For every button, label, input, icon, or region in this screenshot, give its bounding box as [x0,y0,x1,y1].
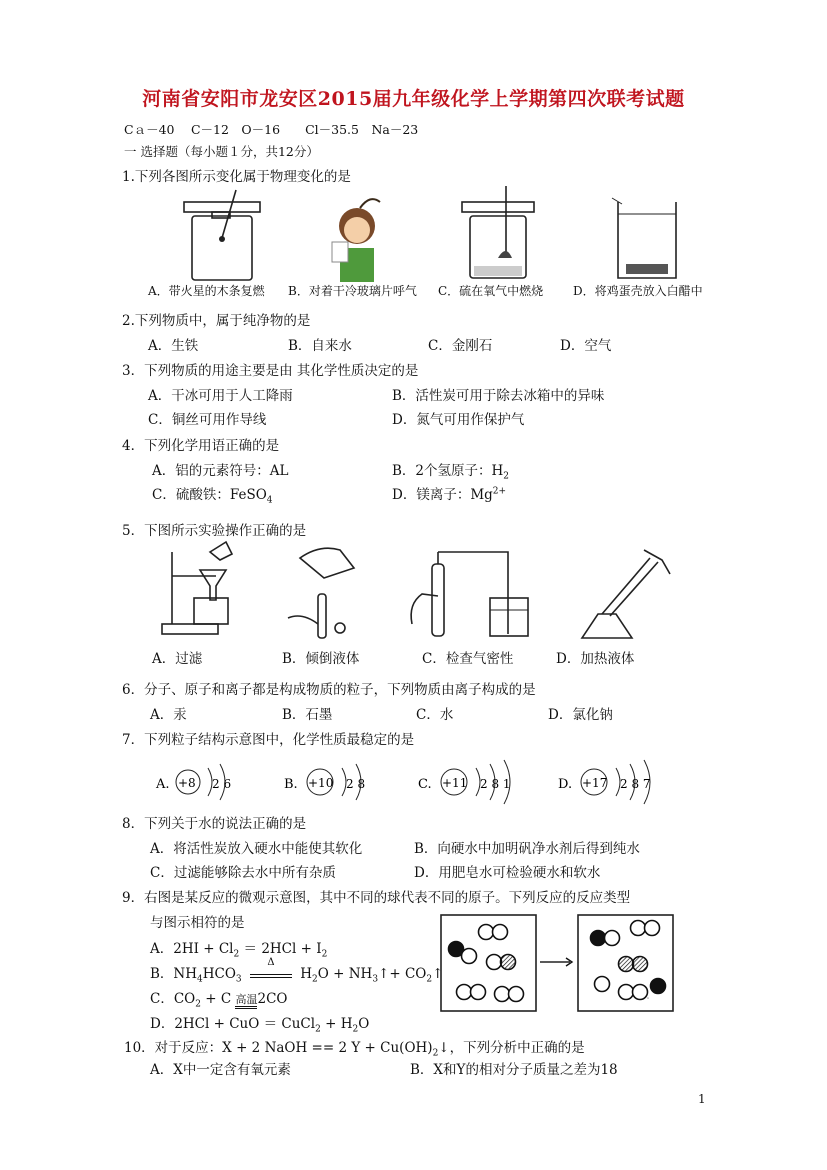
svg-text:+10: +10 [308,776,334,790]
q1-option-d: D．将鸡蛋壳放入白醋中 [573,284,703,298]
svg-text:C.: C. [418,777,432,792]
q1-stem: 1.下列各图所示变化属于物理变化的是 [122,169,351,185]
q4-stem: 4．下列化学用语正确的是 [122,438,280,454]
q9-stem-line2: 与图示相符的是 [150,915,245,931]
pouring-figure [288,548,354,638]
section-heading: 一 选择题（每小题１分，共12分） [124,144,319,159]
q4-option-a: A．铝的元素符号：AL [152,463,289,479]
svg-text:+17: +17 [582,776,608,790]
q5-option-a: A．过滤 [152,651,203,667]
q10-stem: 10．对于反应：X + 2 NaOH == 2 $Y + Cu(OH)_2↓$，下列分析中正确的是 [124,1040,585,1059]
heating-figure [582,550,670,638]
q2-option-a: A．生铁 [148,338,199,354]
q2-option-b: B．自来水 [288,338,352,354]
q3-stem: 3．下列物质的用途主要是由 其化学性质决定的是 [122,363,419,379]
q5-stem: 5．下图所示实验操作正确的是 [122,523,307,539]
atom-b [284,764,365,800]
svg-text:+11: +11 [442,776,468,790]
q5-figures [150,538,690,644]
q8-option-b: B．向硬水中加明矾净水剂后得到纯水 [414,841,640,857]
q7-stem: 7．下列粒子结构示意图中，化学性质最稳定的是 [122,732,415,748]
beaker-figure [612,198,676,278]
q4-option-d: D．镁离子：$Mg^{2+}$ [392,486,507,503]
q2-option-d: D．空气 [560,338,612,354]
svg-text:2 8 1: 2 8 1 [480,777,511,791]
q8-option-a: A．将活性炭放入硬水中能使其软化 [150,841,363,857]
q10-option-a: A．X中一定含有氧元素 [150,1062,291,1078]
q6-option-d: D．氯化钠 [548,707,613,723]
svg-text:2 8 7: 2 8 7 [620,777,651,791]
q6-option-b: B．石墨 [282,707,333,723]
svg-text:D.: D. [558,777,573,792]
sulfur-jar-figure [462,186,534,278]
girl-figure [332,199,380,282]
filtration-figure [162,542,232,634]
q5-option-d: D．加热液体 [556,651,635,667]
q6-option-c: C．水 [416,707,454,723]
atomic-masses: Cａ－40 C－12 O－16 Cl－35.5 Na－23 [124,122,419,137]
q6-option-a: A．汞 [150,707,187,723]
q8-option-d: D．用肥皂水可检验硬水和软水 [414,865,601,881]
q8-stem: 8．下列关于水的说法正确的是 [122,816,307,832]
svg-text:2 8: 2 8 [346,777,366,791]
page-number: 1 [698,1092,706,1106]
q9-reaction-diagram [440,914,674,1014]
q1-option-b: B．对着干冷玻璃片呼气 [288,284,417,298]
q5-option-c: C．检查气密性 [422,651,514,667]
q3-option-d: D．氮气可用作保护气 [392,412,525,428]
q8-option-c: C．过滤能够除去水中所有杂质 [150,865,336,881]
q9-option-a: A．$2HI + Cl_2 = 2HCl + I_2$ [150,941,328,960]
q4-option-c: C．硫酸铁：FeSO$_4$ [152,487,273,506]
q9-option-c: C．$CO_2 + C$ 高温2CO [150,991,288,1010]
svg-text:2 6: 2 6 [212,777,232,791]
q5-option-b: B．倾倒液体 [282,651,360,667]
q1-figures [180,186,740,284]
q1-option-c: C．硫在氧气中燃烧 [438,284,544,298]
q4-option-b: B．2个氢原子：$H_2$ [392,463,510,482]
jar-splint-figure [184,190,260,280]
q2-stem: 2.下列物质中，属于纯净物的是 [122,313,311,329]
svg-text:A.: A. [156,777,170,792]
svg-text:B.: B. [284,777,298,792]
svg-text:+8: +8 [178,776,196,790]
q6-stem: 6．分子、原子和离子都是构成物质的粒子，下列物质由离子构成的是 [122,682,536,698]
q7-atom-diagrams [150,756,670,808]
q3-option-a: A．干冰可用于人工降雨 [148,388,293,404]
q9-stem-line1: 9．右图是某反应的微观示意图，其中不同的球代表不同的原子。下列反应的反应类型 [122,890,631,906]
q1-option-a: A．带火星的木条复燃 [148,284,265,298]
page-title: 河南省安阳市龙安区2015届九年级化学上学期第四次联考试题 [142,88,685,110]
q2-option-c: C．金刚石 [428,338,493,354]
atom-d [558,760,651,804]
q9-option-d: D．2HCl + CuO ＝ CuCl$_2$ + $H_2O$ [150,1016,370,1035]
q3-option-b: B．活性炭可用于除去冰箱中的异味 [392,388,605,404]
atom-a [155,764,231,800]
q9-option-b: B．$NH_4HCO_3$ Δ $H_2O$ + $NH_3↑+$ $CO_2↑$ [150,957,444,985]
airtight-figure [411,552,528,636]
atom-c [418,760,511,804]
q3-option-c: C．铜丝可用作导线 [148,412,267,428]
q10-option-b: B．X和Y的相对分子质量之差为18 [410,1062,618,1078]
